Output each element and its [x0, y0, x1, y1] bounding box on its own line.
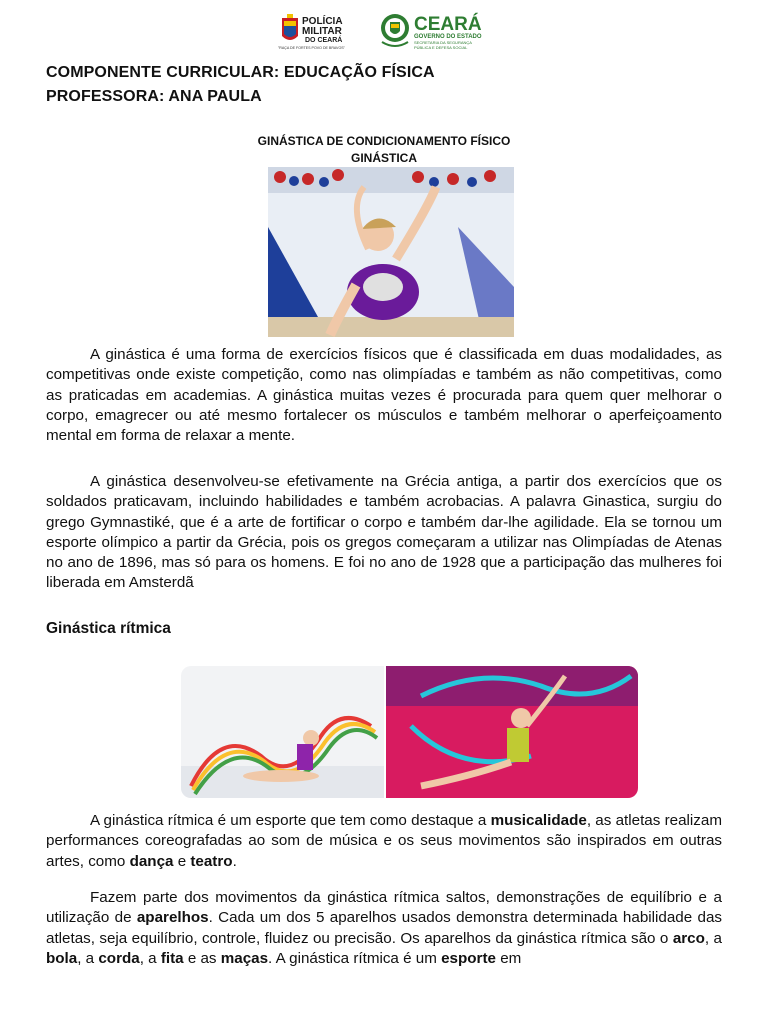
term-danca: dança	[129, 852, 174, 870]
term-teatro: teatro	[190, 852, 233, 870]
paragraph-4: Fazem parte dos movimentos da ginástica rítmica saltos, demonstrações de equilíbrio e a utilização de aparelhos. Cada um dos 5 aparelhos usados demonstra determinada habilidade das atletas, seja equilíbrio, controle, fluidez ou precisão. Os aparelhos da ginástica rítmica são o arco, a bola, a corda, a fita e as maças. A ginástica rítmica é um esporte em	[46, 889, 723, 967]
term-musicalidade: musicalidade	[490, 812, 587, 829]
paragraph-2	[46, 472, 722, 594]
gymnast-photo	[268, 167, 514, 337]
paragraph-1-text: A ginástica é uma forma de exercícios físicos que é classificada em duas modalidades, as competitivas onde existe competição, como nas olimpíadas e também as não competitivas, como as praticadas em academias. A ginástica muitas vezes é procurada para quem quer melhorar o corpo, emagrecer ou até mesmo fortalecer os músculos e também melhorar o aperfeiçoamento mental em forma de relaxar a mente.	[46, 346, 722, 445]
term-corda: corda	[98, 949, 140, 967]
state-logo-line1: GOVERNO DO ESTADO	[414, 34, 482, 40]
rhythmic-photos	[181, 666, 638, 798]
police-logo-motto: "RAÇA DE FORTES POVO DE BRAVOS"	[278, 46, 345, 50]
police-logo-line3: DO CEARÁ	[305, 37, 343, 44]
police-logo	[278, 12, 368, 52]
course-teacher: PROFESSORA: ANA PAULA	[46, 88, 262, 105]
term-bola: bola	[46, 949, 78, 967]
state-logo-line3: PÚBLICA E DEFESA SOCIAL	[414, 45, 468, 50]
state-logo-name: CEARÁ	[414, 14, 482, 35]
police-crest-icon	[282, 14, 298, 40]
paragraph-1	[46, 345, 722, 446]
term-fita: fita	[160, 949, 184, 967]
state-logo-line2: SECRETARIA DA SEGURANÇA	[414, 40, 472, 45]
state-logo	[380, 10, 502, 54]
paragraph-3: A ginástica rítmica é um esporte que tem como destaque a musicalidade, as atletas realizam performances coreografadas ao som de música e os seus movimentos são inspirados em outras artes, como dança e teatro.	[46, 812, 722, 870]
term-arco: arco	[672, 929, 705, 947]
section-subtitle: GINÁSTICA	[351, 151, 417, 165]
header-logos	[0, 10, 768, 54]
course-component: COMPONENTE CURRICULAR: EDUCAÇÃO FÍSICA	[46, 64, 435, 81]
term-macas: maças	[220, 949, 269, 967]
paragraph-2-text: A ginástica desenvolveu-se efetivamente na Grécia antiga, a partir dos exercícios que os soldados praticavam, incluindo habilidades e também acrobacias. A palavra Ginastica, surgiu do grego Gymnastiké, que é a arte de fortificar o corpo e também dar-lhe agilidade. Ela se tornou um esporte olímpico a partir da Grécia, pois os gregos começaram a utilizar nas Olimpíadas de Atenas no ano de 1896, mas só para os homens. E foi no ano de 1928 que a participação das mulheres foi liberada em Amsterdã	[46, 473, 722, 592]
term-esporte: esporte	[441, 949, 496, 967]
police-logo-line1: POLÍCIA	[302, 16, 343, 27]
state-crest-icon	[381, 14, 409, 46]
rhythmic-heading: Ginástica rítmica	[46, 620, 171, 637]
term-aparelhos: aparelhos	[136, 909, 209, 927]
police-logo-line2: MILITAR	[302, 26, 342, 37]
section-title: GINÁSTICA DE CONDICIONAMENTO FÍSICO	[257, 134, 511, 148]
